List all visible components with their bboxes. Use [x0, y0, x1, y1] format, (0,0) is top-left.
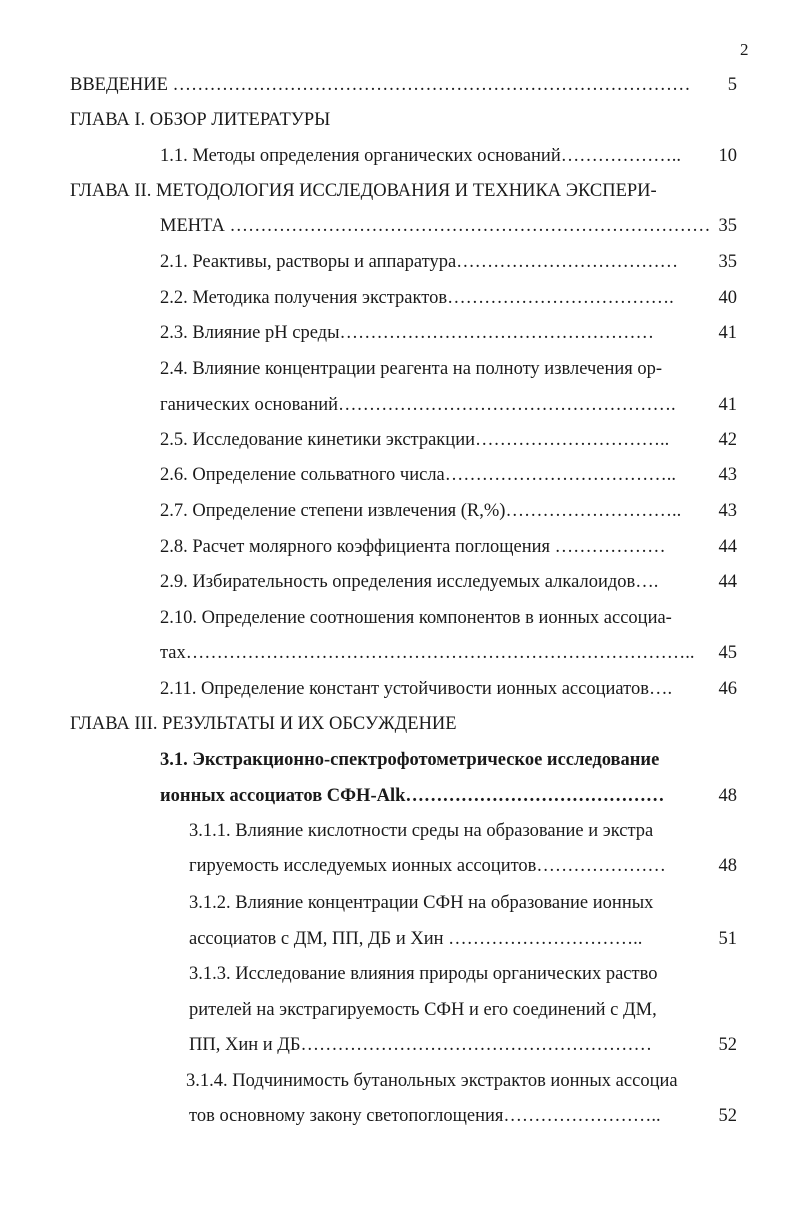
toc-title: 2.8. Расчет молярного коэффициента поглощения [160, 537, 551, 557]
toc-page: 51 [718, 929, 737, 949]
toc-entry-2-5 [160, 423, 705, 457]
toc-entry-3-1-cont [160, 779, 705, 813]
toc-entry-2-3 [160, 316, 705, 350]
toc-page: 48 [718, 786, 737, 806]
toc-entry-2-1 [160, 245, 705, 279]
toc-page: 44 [718, 572, 737, 592]
toc-page: 43 [718, 465, 737, 485]
toc-leader: …………………….. [503, 1106, 661, 1126]
toc-leader: ……………………….. [505, 501, 682, 521]
toc-title: 2.1. Реактивы, растворы и аппаратура [160, 252, 457, 272]
toc-page: 45 [718, 643, 737, 663]
toc-page: 41 [718, 323, 737, 343]
toc-title: 2.5. Исследование кинетики экстракции [160, 430, 475, 450]
toc-entry-3-1-2: 3.1.2. Влияние концентрации СФН на образование ионных [189, 893, 654, 913]
toc-title: ганических оснований [160, 395, 339, 415]
page-number: 2 [740, 40, 749, 59]
toc-page: 43 [718, 501, 737, 521]
toc-leader: ………………………………………………… [300, 1035, 653, 1055]
toc-page: 48 [718, 856, 737, 876]
toc-title: 2.11. Определение констант устойчивости ионных ассоциатов [160, 679, 649, 699]
toc-chapter-2: ГЛАВА II. МЕТОДОЛОГИЯ ИССЛЕДОВАНИЯ И ТЕХНИКА ЭКСПЕРИ- [70, 181, 657, 201]
toc-leader: ……………… [550, 537, 666, 557]
toc-entry-2-8 [160, 530, 705, 564]
toc-entry-3-1-4: 3.1.4. Подчинимость бутанольных экстрактов ионных ассоциа [186, 1071, 678, 1091]
toc-title: тов основному закону светопоглощения [189, 1106, 504, 1126]
toc-leader: ………………………………………………………………………… [167, 75, 691, 95]
toc-entry-2-10: 2.10. Определение соотношения компонентов в ионных ассоциа- [160, 608, 672, 628]
toc-entry-3-1-4-cont [189, 1099, 705, 1133]
toc-title: 2.7. Определение степени извлечения (R,%) [160, 501, 506, 521]
toc-title: МЕНТА [160, 216, 225, 236]
toc-leader: ………………………….. [475, 430, 670, 450]
toc-title: 1.1. Методы определения органических оснований [160, 146, 561, 166]
toc-page: 44 [718, 537, 737, 557]
toc-entry-3-1-3: 3.1.3. Исследование влияния природы органических раство [189, 964, 658, 984]
toc-leader: ……………………………… [456, 252, 679, 272]
toc-leader: ………………………….. [443, 929, 643, 949]
toc-entry-2-10-cont [160, 636, 705, 670]
toc-leader: ……………………………….. [444, 465, 677, 485]
toc-entry-3-1-2-cont [189, 922, 705, 956]
toc-title: 2.2. Методика получения экстрактов [160, 288, 448, 308]
toc-entry-2-11 [160, 672, 705, 706]
toc-leader: ………………………………. [447, 288, 674, 308]
toc-title: гируемость исследуемых ионных ассоцитов [189, 856, 537, 876]
toc-chapter-3: ГЛАВА III. РЕЗУЛЬТАТЫ И ИХ ОБСУЖДЕНИЕ [70, 714, 457, 734]
toc-entry-2-4-cont [160, 388, 705, 422]
toc-page: 5 [727, 75, 737, 95]
toc-title: 2.3. Влияние pH среды [160, 323, 340, 343]
toc-entry-3-1-1-cont [189, 849, 705, 883]
toc-entry-3-1-3-cont: рителей на экстрагируемость СФН и его соединений с ДМ, [189, 1000, 657, 1020]
toc-entry-2-2 [160, 281, 705, 315]
toc-leader: …………………………………………… [339, 323, 654, 343]
toc-page: 40 [718, 288, 737, 308]
toc-leader: ……………………………………………………………………….. [185, 643, 695, 663]
toc-leader: …. [648, 679, 673, 699]
toc-page: 10 [718, 146, 737, 166]
toc-page: 42 [718, 430, 737, 450]
toc-entry-introduction [70, 68, 737, 102]
toc-entry-3-1-1: 3.1.1. Влияние кислотности среды на образование и экстра [189, 821, 654, 841]
toc-entry-2-9 [160, 565, 705, 599]
toc-title: ВВЕДЕНИЕ [70, 75, 168, 95]
toc-leader: …. [635, 572, 659, 592]
toc-leader: …………………………………… [405, 786, 665, 806]
toc-page: 41 [718, 395, 737, 415]
toc-leader: ………………… [536, 856, 666, 876]
toc-page: 52 [718, 1106, 737, 1126]
toc-page: 35 [718, 252, 737, 272]
toc-entry-1-1 [160, 139, 705, 173]
toc-title: ионных ассоциатов СФН-Alk [160, 786, 406, 806]
toc-page: 35 [718, 216, 737, 236]
toc-chapter-1: ГЛАВА I. ОБЗОР ЛИТЕРАТУРЫ [70, 110, 331, 130]
toc-page: 46 [718, 679, 737, 699]
toc-title: ассоциатов с ДМ, ПП, ДБ и Хин [189, 929, 444, 949]
toc-title: 2.9. Избирательность определения исследуемых алкалоидов [160, 572, 636, 592]
toc-title: тах [160, 643, 186, 663]
toc-chapter-2-cont [160, 209, 711, 243]
toc-title: 2.6. Определение сольватного числа [160, 465, 445, 485]
toc-page: 52 [718, 1035, 737, 1055]
toc-leader: …………………………………………………………………… [224, 216, 711, 236]
toc-entry-2-7 [160, 494, 705, 528]
toc-leader: ………………………………………………. [338, 395, 676, 415]
toc-entry-3-1-3-end [189, 1028, 705, 1062]
toc-title: ПП, Хин и ДБ [189, 1035, 301, 1055]
toc-entry-2-4: 2.4. Влияние концентрации реагента на полноту извлечения ор- [160, 359, 663, 379]
toc-leader: ……………….. [560, 146, 681, 166]
toc-entry-3-1: 3.1. Экстракционно-спектрофотометрическое исследование [160, 750, 660, 770]
toc-entry-2-6 [160, 458, 705, 492]
